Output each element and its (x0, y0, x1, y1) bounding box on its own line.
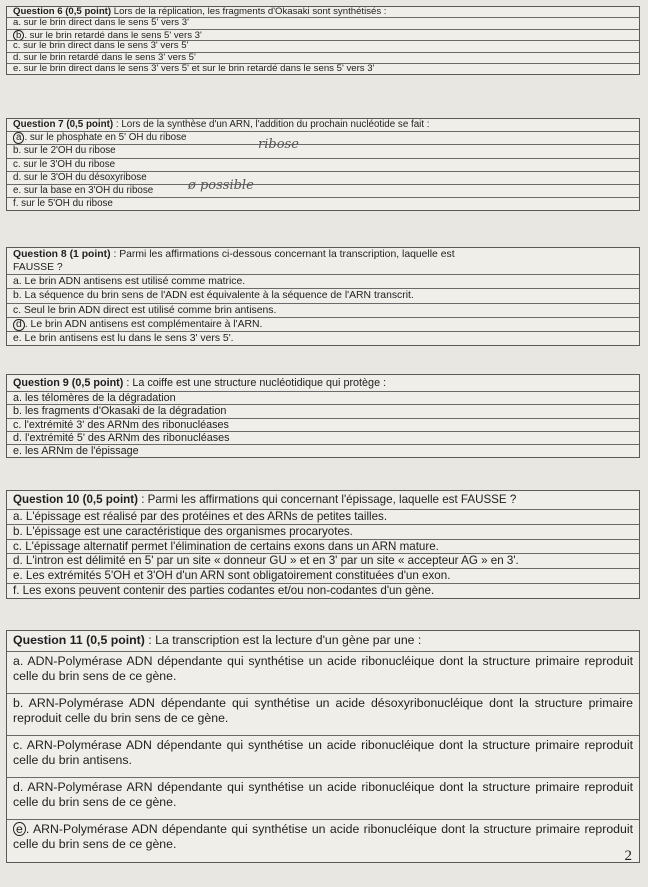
option-d: d. sur le brin retardé dans le sens 3' vers 5' (7, 52, 639, 63)
option-a: a. L'épissage est réalisé par des protéines et des ARNs de petites tailles. (7, 509, 639, 524)
option-e: e. Les extrémités 5'OH et 3'OH d'un ARN sont obligatoirement constituées d'un exon. (7, 568, 639, 583)
question-title: Question 7 (0,5 point) : Lors de la synthèse d'un ARN, l'addition du prochain nucléotide se fait : (13, 119, 430, 130)
handwritten-note-possible: ø possible (188, 178, 254, 193)
handwritten-note-ribose: ribose (258, 137, 299, 152)
question-7 (6, 118, 640, 211)
question-title: Question 9 (0,5 point) : La coiffe est une structure nucléotidique qui protège : (13, 377, 387, 389)
option-b: b. L'épissage est une caractéristique des organismes procaryotes. (7, 524, 639, 539)
question-title: Question 6 (0,5 point) Lors de la réplication, les fragments d'Okasaki sont synthétisés : (13, 7, 387, 17)
page-number: 2 (624, 848, 632, 864)
question-title: Question 8 (1 point) : Parmi les affirmations ci-dessous concernant la transcription, laquelle est FAUSSE ? (13, 249, 455, 274)
option-c: c. Seul le brin ADN direct est utilisé comme brin antisens. (7, 303, 639, 317)
question-title: Question 11 (0,5 point) : La transcription est la lecture d'un gène par une : (13, 633, 422, 647)
option-b: b. La séquence du brin sens de l'ADN est équivalente à la séquence de l'ARN transcrit. (7, 288, 639, 302)
question-11 (6, 630, 640, 863)
option-e: e. les ARNm de l'épissage (7, 444, 639, 457)
option-d: d. l'extrémité 5' des ARNm des ribonucléases (7, 431, 639, 444)
option-e: e. sur le brin direct dans le sens 3' vers 5' et sur le brin retardé dans le sens 5' vers 3' (7, 63, 639, 74)
option-b: b. ARN-Polymérase ADN dépendante qui synthétise un acide désoxyribonucléique dont la structure primaire reproduit celle du brin sens de ce gène. (7, 693, 639, 735)
option-c: c. sur le brin direct dans le sens 3' vers 5' (7, 40, 639, 51)
option-a-circled: a . sur le phosphate en 5' OH du ribose (7, 131, 639, 144)
option-a: a. Le brin ADN antisens est utilisé comme matrice. (7, 274, 639, 288)
answer-circle-mark: e (13, 822, 26, 836)
option-c: c. ARN-Polymérase ADN dépendante qui synthétise un acide ribonucléique dont la structure primaire reproduit celle du brin antisens. (7, 735, 639, 777)
option-e: e. Le brin antisens est lu dans le sens 3' vers 5'. (7, 331, 639, 345)
answer-circle-mark: d (13, 319, 25, 331)
option-d-circled: d . Le brin ADN antisens est complémentaire à l'ARN. (7, 317, 639, 331)
option-d: d. ARN-Polymérase ARN dépendante qui synthétise un acide ribonucléique dont la structure primaire reproduit celle du brin sens de ce gène. (7, 777, 639, 819)
answer-circle-mark: b (13, 30, 24, 40)
question-10 (6, 490, 640, 599)
option-c: c. l'extrémité 3' des ARNm des ribonucléases (7, 418, 639, 431)
option-b: b. sur le 2'OH du ribose (7, 144, 639, 157)
answer-circle-mark: a (13, 132, 24, 144)
question-8 (6, 247, 640, 346)
question-title: Question 10 (0,5 point) : Parmi les affirmations qui concernant l'épissage, laquelle est FAUSSE ? (13, 493, 517, 506)
option-f: f. sur le 5'OH du ribose (7, 197, 639, 210)
option-d: d. sur le 3'OH du désoxyribose (7, 171, 639, 184)
option-a: a. sur le brin direct dans le sens 5' vers 3' (7, 17, 639, 28)
option-a: a. ADN-Polymérase ADN dépendante qui synthétise un acide ribonucléique dont la structure primaire reproduit celle du brin sens de ce gène. (7, 651, 639, 693)
option-a: a. les télomères de la dégradation (7, 391, 639, 404)
option-e: e. sur la base en 3'OH du ribose (7, 184, 639, 197)
option-d: d. L'intron est délimité en 5' par un site « donneur GU » et en 3' par un site « accepteur AG » en 3'. (7, 553, 639, 568)
option-f: f. Les exons peuvent contenir des parties codantes et/ou non-codantes d'un gène. (7, 583, 639, 598)
option-c: c. sur le 3'OH du ribose (7, 158, 639, 171)
option-c: c. L'épissage alternatif permet l'élimination de certains exons dans un ARN mature. (7, 539, 639, 554)
option-b: b. les fragments d'Okasaki de la dégradation (7, 404, 639, 417)
option-e-circled: e . ARN-Polymérase ADN dépendante qui synthétise un acide ribonucléique dont la structure primaire reproduit celle du brin sens de ce gène. (7, 819, 639, 862)
question-9 (6, 374, 640, 458)
option-b-circled: b . sur le brin retardé dans le sens 5' vers 3' (7, 29, 639, 40)
question-6 (6, 6, 640, 75)
